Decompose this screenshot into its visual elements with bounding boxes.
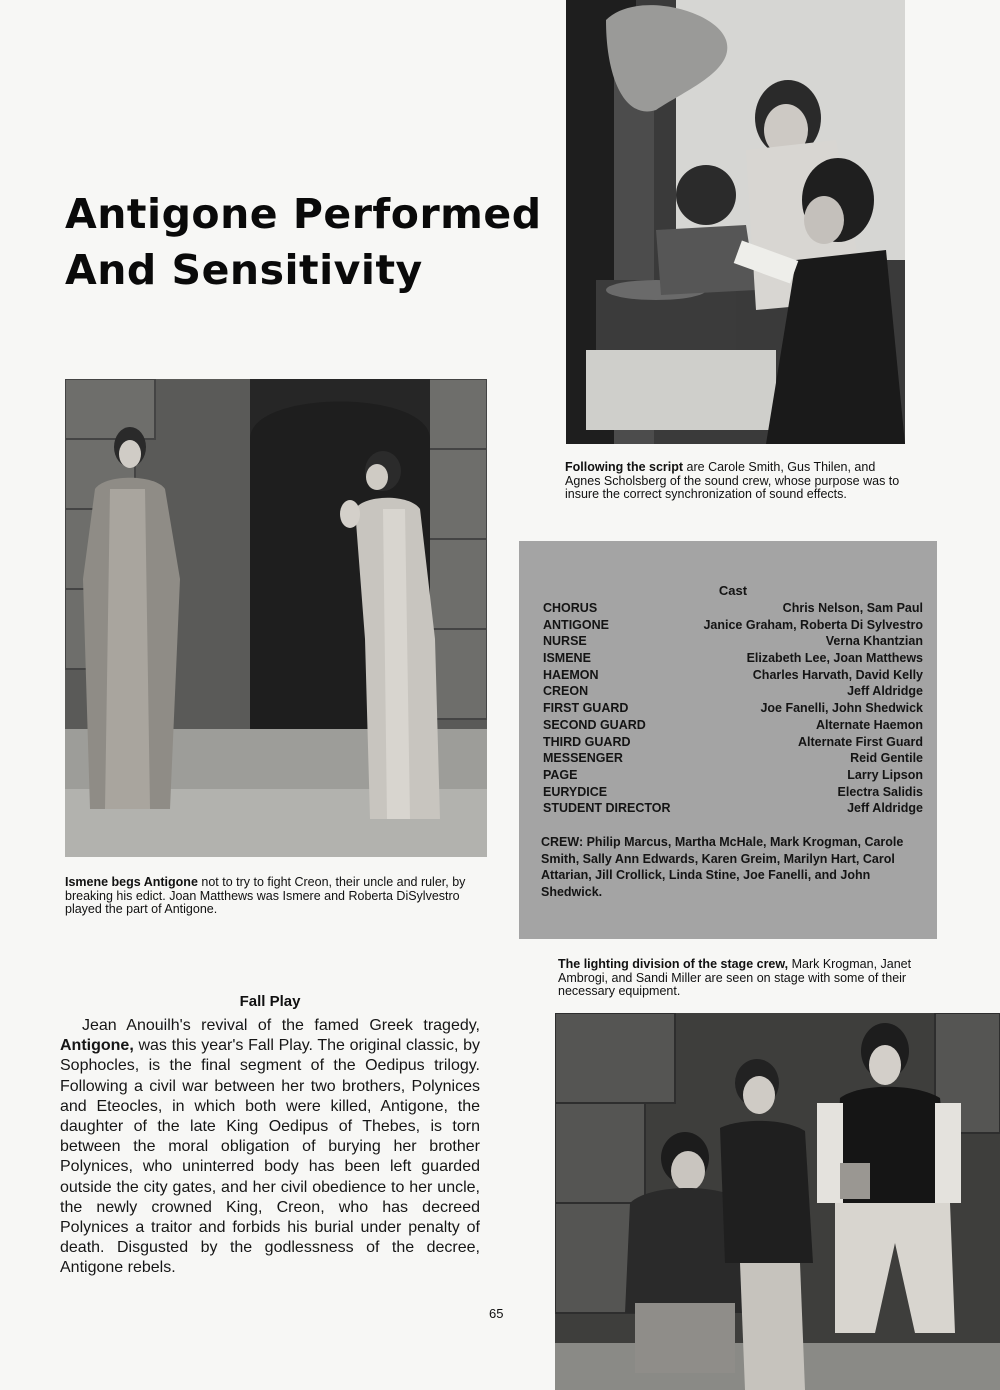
page-number: 65 [489,1306,504,1321]
cast-row [543,800,923,817]
cast-role: FIRST GUARD [543,701,629,716]
stage-caption-text: not to try to fight Creon, their uncle and ruler, by breaking his edict. Joan Matthews was Ismere and Roberta DiSylvestro played the part of Antigone. [65,875,466,916]
lighting-crew-photo [555,1013,1000,1390]
cast-row [543,767,923,784]
cast-role: NURSE [543,634,587,649]
sound-crew-caption [565,461,905,502]
headline-line-1: Antigone Performed [65,190,542,238]
lighting-caption-text: Mark Krogman, Janet Ambrogi, and Sandi Miller are seen on stage with some of their necessary equipment. [558,957,912,998]
cast-list [543,600,923,817]
stage-caption-lead: Ismene begs Antigone [65,875,198,889]
cast-actor: Charles Harvath, David Kelly [752,667,923,682]
cast-actor: Larry Lipson [847,767,923,782]
lighting-crew-caption [558,958,938,999]
cast-row [543,617,923,634]
cast-actor: Jeff Aldridge [847,801,923,816]
cast-actor: Reid Gentile [850,751,923,766]
cast-row [543,700,923,717]
article-body [60,1016,480,1279]
cast-role: EURYDICE [543,784,608,799]
cast-role: PAGE [543,767,578,782]
cast-row [543,667,923,684]
crew-list: CREW: Philip Marcus, Martha McHale, Mark Krogman, Carole Smith, Sally Ann Edwards, Karen Greim, Marilyn Hart, Carol Attarian, Jill Crollick, Linda Stine, Joe Fanelli, and John Shedwick. [541,835,904,899]
article-intro: Jean Anouilh's revival of the famed Greek tragedy, [82,1017,480,1034]
cast-actor: Jeff Aldridge [847,684,923,699]
sound-crew-photo [566,0,905,444]
article-heading: Fall Play [239,993,301,1010]
cast-row [543,633,923,650]
cast-row [543,717,923,734]
cast-row [543,784,923,801]
cast-actor: Elizabeth Lee, Joan Matthews [746,651,923,666]
article-text: was this year's Fall Play. The original classic, by Sophocles, is the final segment of the Oedipus trilogy. Following a civil war between her two brothers, Polynices and Eteocles, in which both were killed, Antigone, the daughter of the late King Oedipus of Thebes, is torn between the moral obligation of burying her brother Polynices, who uninterred body has been left guarded outside the city gates, and her civil obedience to her uncle, the newly crowned King, Creon, who has decreed Polynices a traitor and forbids his burial under penalty of death. Disgusted by the godlessness of the decree, Antigone rebels. [60,1037,480,1277]
cast-actor: Alternate First Guard [797,734,923,749]
cast-box [519,541,937,939]
page-headline [65,186,542,298]
cast-actor: Alternate Haemon [816,717,923,732]
cast-role: HAEMON [543,667,599,682]
cast-actor: Electra Salidis [837,784,923,799]
cast-row [543,750,923,767]
cast-role: ANTIGONE [543,617,609,632]
cast-role: CREON [543,684,589,699]
cast-actor: Joe Fanelli, John Shedwick [760,701,923,716]
cast-row [543,734,923,751]
cast-role: CHORUS [543,601,598,615]
lighting-caption-lead: The lighting division of the stage crew, [558,957,789,971]
cast-title: Cast [718,583,748,598]
cast-role: STUDENT DIRECTOR [543,801,671,816]
cast-actor: Chris Nelson, Sam Paul [782,601,923,615]
cast-actor: Janice Graham, Roberta Di Sylvestro [703,617,923,632]
cast-role: THIRD GUARD [543,734,631,749]
cast-row [543,600,923,617]
cast-role: SECOND GUARD [543,717,646,732]
headline-line-2: And Sensitivity [65,246,423,294]
cast-actor: Verna Khantzian [825,634,923,649]
cast-role: MESSENGER [543,751,623,766]
cast-row [543,650,923,667]
sound-caption-lead: Following the script [565,460,684,474]
sound-caption-text: are Carole Smith, Gus Thilen, and Agnes Scholsberg of the sound crew, whose purpose was to insure the correct synchronization of sound effects. [565,460,900,501]
stage-scene-caption [65,876,483,917]
article-play-title: Antigone, [60,1037,134,1055]
cast-row [543,683,923,700]
cast-role: ISMENE [543,651,591,666]
stage-scene-photo [65,379,487,857]
